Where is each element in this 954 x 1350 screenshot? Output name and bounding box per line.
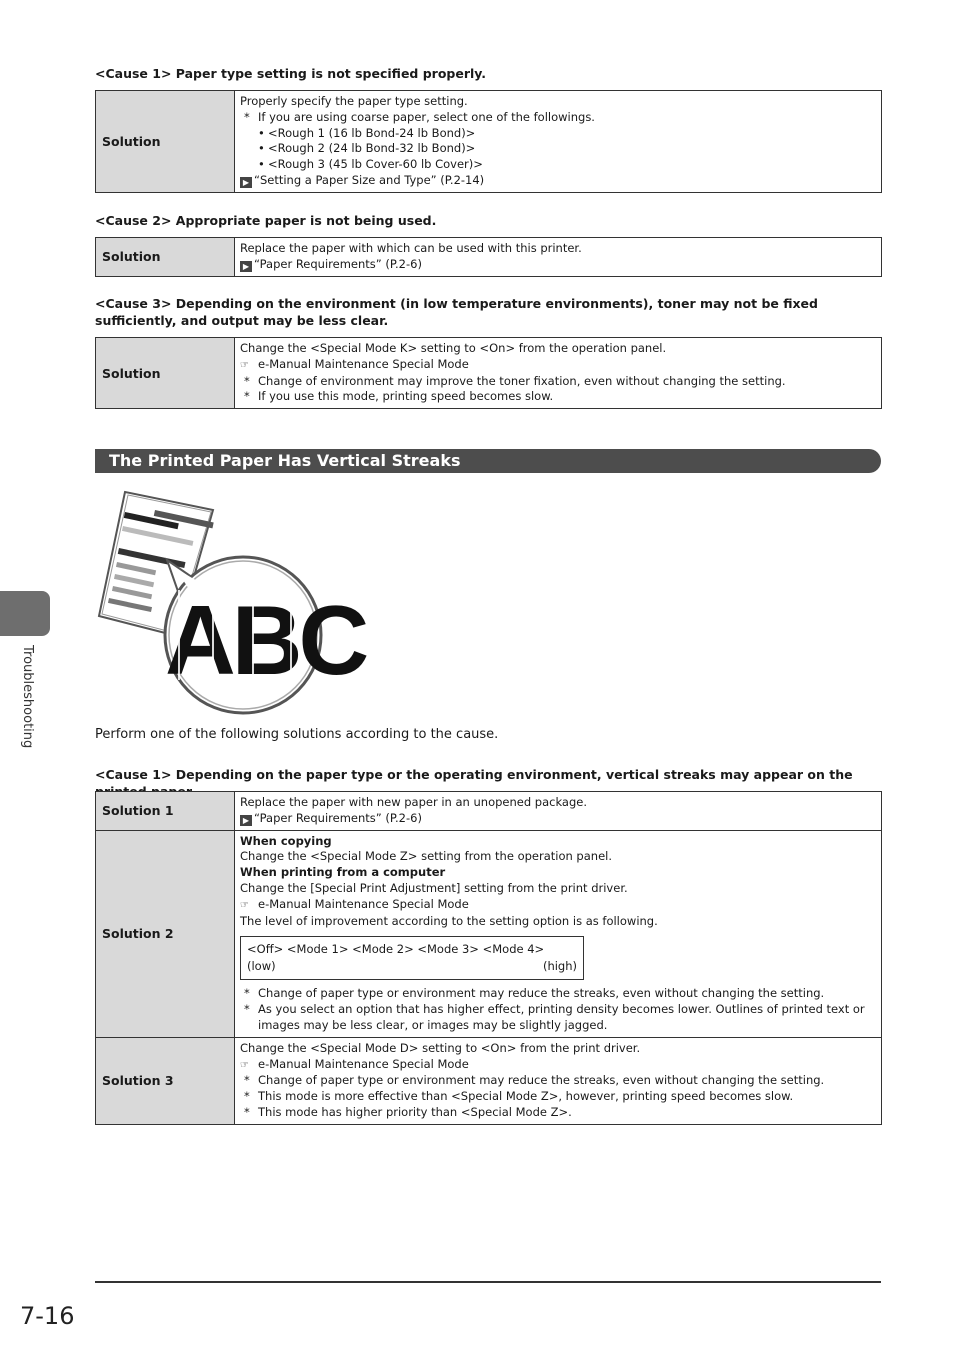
abc-sample-text: ABC bbox=[165, 585, 366, 695]
text-line: The level of improvement according to the setting option is as following. bbox=[240, 913, 658, 928]
note: * Change of paper type or environment may reduce the streaks, even without changing the setting. bbox=[240, 1073, 876, 1089]
page-number: 7-16 bbox=[20, 1302, 75, 1330]
hand-pointer-icon: ☞ bbox=[240, 359, 249, 371]
cause-heading-2: <Cause 2> Appropriate paper is not being used. bbox=[95, 213, 437, 228]
solution-label: Solution 1 bbox=[96, 792, 235, 831]
solution-body bbox=[235, 238, 882, 277]
manual-reference[interactable] bbox=[240, 1057, 876, 1074]
subheading: When copying bbox=[240, 833, 332, 848]
manual-text: e-Manual Maintenance Special Mode bbox=[258, 896, 469, 911]
text-line: Properly specify the paper type setting. bbox=[240, 94, 468, 108]
note: * If you use this mode, printing speed becomes slow. bbox=[240, 389, 876, 405]
reference-arrow-icon: ▶ bbox=[240, 261, 252, 272]
solution-label: Solution 2 bbox=[96, 830, 235, 1037]
manual-text: e-Manual Maintenance Special Mode bbox=[258, 1056, 469, 1071]
cause-heading-streaks: <Cause 1> Depending on the paper type or the operating environment, vertical streaks may appear on the bbox=[95, 767, 853, 782]
reference-text: “Setting a Paper Size and Type” (P.2-14) bbox=[254, 172, 485, 187]
level-options: <Off> <Mode 1> <Mode 2> <Mode 3> <Mode 4> bbox=[247, 942, 545, 957]
bullet-item: • <Rough 1 (16 lb Bond-24 lb Bond)> bbox=[240, 126, 876, 142]
solution-table-3 bbox=[95, 337, 882, 409]
solution-table-streaks bbox=[95, 791, 882, 1125]
section-header bbox=[95, 449, 881, 473]
manual-reference[interactable] bbox=[240, 897, 876, 914]
solution-body bbox=[235, 338, 882, 409]
bullet-item: • <Rough 3 (45 lb Cover-60 lb Cover)> bbox=[240, 157, 876, 173]
table-row bbox=[96, 830, 882, 1037]
reference-arrow-icon: ▶ bbox=[240, 815, 252, 826]
text-line: Replace the paper with which can be used with this printer. bbox=[240, 241, 582, 255]
note: * This mode is more effective than <Special Mode Z>, however, printing speed becomes slow. bbox=[240, 1089, 876, 1105]
note: * If you are using coarse paper, select one of the followings. bbox=[240, 110, 876, 126]
reference-link[interactable] bbox=[240, 257, 876, 273]
subheading: When printing from a computer bbox=[240, 865, 446, 880]
hand-pointer-icon: ☞ bbox=[240, 1059, 249, 1071]
solution-body bbox=[235, 91, 882, 193]
reference-text: “Paper Requirements” (P.2-6) bbox=[254, 810, 422, 825]
intro-text: Perform one of the following solutions according to the cause. bbox=[95, 727, 499, 742]
table-row bbox=[96, 792, 882, 831]
text-line: Replace the paper with new paper in an unopened package. bbox=[240, 795, 588, 809]
footer-divider bbox=[95, 1281, 881, 1283]
level-high: (high) bbox=[542, 959, 577, 974]
reference-text: “Paper Requirements” (P.2-6) bbox=[254, 256, 422, 271]
reference-link[interactable] bbox=[240, 173, 876, 189]
chapter-tab[interactable] bbox=[0, 591, 50, 636]
text-line: Change the [Special Print Adjustment] setting from the print driver. bbox=[240, 880, 628, 895]
reference-arrow-icon: ▶ bbox=[240, 177, 252, 188]
text-line: Change the <Special Mode K> setting to <On> from the operation panel. bbox=[240, 341, 667, 355]
text-line: Change the <Special Mode D> setting to <On> from the print driver. bbox=[240, 1040, 641, 1055]
solution-table-2 bbox=[95, 237, 882, 277]
solution-label: Solution 3 bbox=[96, 1037, 235, 1124]
chapter-label: Troubleshooting bbox=[20, 645, 35, 749]
bullet-item: • <Rough 2 (24 lb Bond-32 lb Bond)> bbox=[240, 141, 876, 157]
level-low: (low) bbox=[247, 959, 276, 974]
reference-link[interactable] bbox=[240, 811, 876, 827]
text-line: Change the <Special Mode Z> setting from the operation panel. bbox=[240, 849, 612, 864]
manual-reference[interactable] bbox=[240, 357, 876, 374]
cause-heading-1: <Cause 1> Paper type setting is not specified properly. bbox=[95, 66, 487, 81]
cause-heading-3: <Cause 3> Depending on the environment (in low temperature environments), toner may not be fixed sufficiently, and output may be less clear. bbox=[95, 296, 818, 328]
solution-body bbox=[235, 830, 882, 1037]
note: * This mode has higher priority than <Special Mode Z>. bbox=[240, 1105, 876, 1121]
note: * Change of paper type or environment may reduce the streaks, even without changing the setting. bbox=[240, 986, 876, 1002]
table-row bbox=[96, 1037, 882, 1124]
solution-body bbox=[235, 1037, 882, 1124]
manual-text: e-Manual Maintenance Special Mode bbox=[258, 356, 469, 371]
solution-table-1 bbox=[95, 90, 882, 193]
note: * As you select an option that has higher effect, printing density becomes lower. Outlines of printed text or images may be less clear, or images may be slightly jagged. bbox=[240, 1002, 876, 1034]
solution-body bbox=[235, 792, 882, 831]
level-scale-box bbox=[240, 936, 584, 980]
hand-pointer-icon: ☞ bbox=[240, 899, 249, 911]
note: * Change of environment may improve the toner fixation, even without changing the setting. bbox=[240, 374, 876, 390]
section-title: The Printed Paper Has Vertical Streaks bbox=[109, 451, 461, 470]
solution-label: Solution bbox=[96, 91, 235, 193]
solution-label: Solution bbox=[96, 238, 235, 277]
vertical-streaks-illustration bbox=[95, 490, 366, 718]
solution-label: Solution bbox=[96, 338, 235, 409]
